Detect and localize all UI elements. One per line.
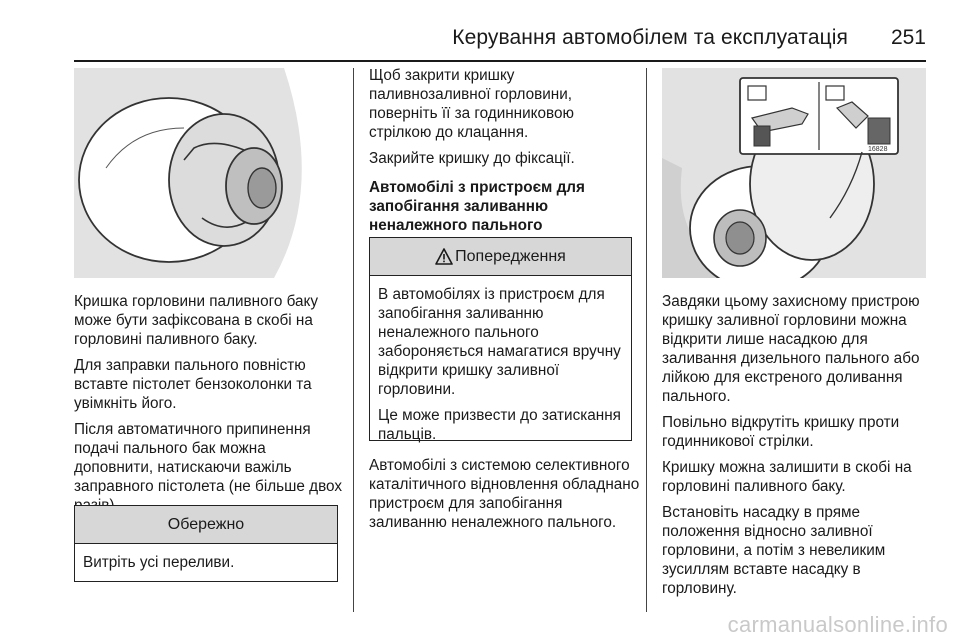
column-1-text	[74, 292, 342, 522]
warning-title: Попередження	[455, 247, 566, 265]
misfuel-device-figure	[662, 68, 926, 278]
page-header	[74, 22, 926, 62]
caution-title: Обережно	[75, 506, 337, 544]
caution-box	[74, 505, 338, 582]
section-subheading: Автомобілі з пристроєм для запобігання заливанню неналежного пального	[369, 179, 585, 234]
paragraph: Після автоматичного припинення подачі пального бак можна доповнити, натискаючи важіль заправного пістолета (не більше двох	[74, 421, 343, 495]
fuel-cap-figure	[74, 68, 338, 278]
warning-text: В автомобілях із пристроєм для запобігання заливанню неналежного пального забороняється намагатися вручну відкрити кришку заливної горловини.	[378, 286, 621, 398]
column-divider-1	[353, 68, 354, 612]
column-3-text	[662, 292, 932, 605]
paragraph: Для заправки пального повністю вставте пістолет бензоколонки та увімкніть його.	[74, 357, 312, 412]
misfuel-device-illustration	[662, 68, 926, 278]
caution-body	[75, 544, 337, 572]
paragraph: Повільно відкрутіть кришку проти годинникової стрілки.	[662, 414, 900, 450]
page-number: 251	[890, 26, 926, 49]
warning-triangle-icon	[435, 248, 453, 265]
fuel-flap-illustration	[74, 68, 338, 278]
paragraph: Щоб закрити кришку паливнозаливної горловини, поверніть її за годинниковою стрілкою до клацання.	[369, 67, 574, 141]
warning-header	[370, 238, 631, 276]
paragraph: Встановіть насадку в пряме положення відносно заливної горловини, а потім з невеликим зусиллям вставте насадку в горловину.	[662, 504, 886, 597]
paragraph: Завдяки цьому захисному пристрою кришку заливної горловини можна відкрити лише насадкою для заливання дизельного пального або лійкою для екстреного доливання пального.	[662, 293, 920, 405]
subheading-block	[369, 178, 637, 235]
page-title: Керування автомобілем та експлуатація	[452, 26, 848, 49]
paragraph: Кришку можна залишити в скобі на горловині паливного баку.	[662, 459, 912, 495]
header-rule	[74, 60, 926, 62]
figure-code: 16828	[868, 146, 888, 153]
column-divider-2	[646, 68, 647, 612]
paragraph: Кришка горловини паливного баку може бути зафіксована в скобі на горловині паливного баку.	[74, 293, 319, 348]
watermark: carmanualsonline.info	[727, 612, 948, 637]
column-2-after-text	[369, 456, 641, 539]
paragraph: Автомобілі з системою селективного каталітичного відновлення обладнано пристроєм для запобігання заливанню неналежного пального.	[369, 457, 640, 531]
paragraph: Закрийте кришку до фіксації.	[369, 150, 575, 167]
column-2-text	[369, 66, 637, 175]
warning-text: Це може призвести до затискання пальців.	[378, 407, 621, 443]
warning-box	[369, 237, 632, 441]
warning-body	[370, 276, 631, 444]
caution-text: Витріть усі переливи.	[83, 554, 235, 571]
